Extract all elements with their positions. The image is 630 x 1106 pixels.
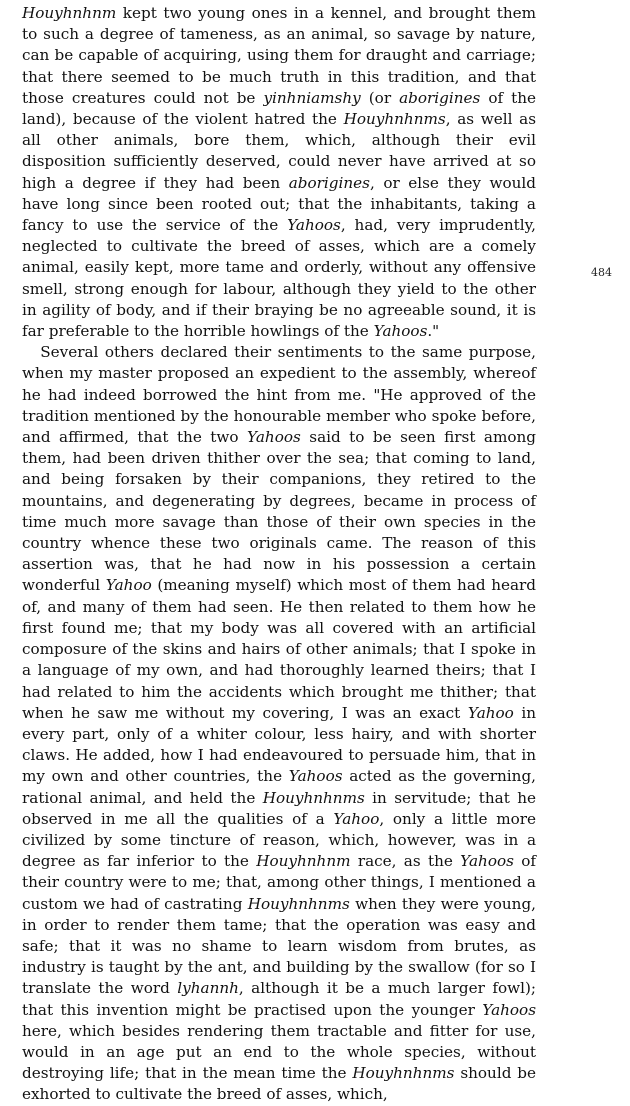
italic-term: Houyhnhnm	[256, 852, 351, 871]
italic-term: Houyhnhnm	[22, 4, 117, 22]
italic-term: lyhannh	[177, 979, 239, 998]
text-run: , as well as all other animals, bore them, which, although their evil disposition sufficiently deserved, could never have arrived at so high a degree if they had been	[22, 110, 536, 192]
text-run: of the land), because of the violent hatred the	[22, 88, 536, 129]
italic-term: Yahoos	[287, 216, 341, 235]
italic-term: Yahoos	[288, 767, 343, 786]
italic-term: aborigines	[288, 173, 370, 192]
text-run: said to be seen first among them, had been driven thither over the sea; that coming to land, and being forsaken by their companions, they retired to the mountains, and degenerating by degrees, became in process of time much more savage than those of their own species in the country whence these two originals came. The reason of this assertion was, that he had now in his possession a certain wonderful	[22, 428, 537, 595]
text-run: here, which besides rendering them tractable and fitter for use, would in an age put an end to the whole species, without destroying life; that in the mean time the	[22, 1021, 536, 1083]
italic-term: Yahoo	[105, 576, 152, 595]
page-number: 484	[591, 266, 612, 279]
text-run: race, as the	[350, 852, 461, 871]
italic-term: Yahoos	[482, 1000, 536, 1019]
text-run: , had, very imprudently, neglected to cultivate the breed of asses, which are a comely animal, easily kept, more tame and orderly, without any offensive smell, strong enough for labour, although they yield to the other in agility of body, and if their braying be no agreeable sound, it is far preferable to the horrible howlings of the	[22, 216, 536, 341]
italic-term: Yahoos	[460, 852, 514, 871]
italic-term: aborigines	[399, 88, 481, 107]
page-body	[22, 3, 536, 1106]
italic-term: Yahoos	[373, 322, 428, 341]
text-run: (meaning myself) which most of them had heard of, and many of them had seen. He then related to them how he first found me; that my body was all covered with an artificial composure of the skins and hairs of other animals; that I spoke in a language of my own, and had thoroughly learned theirs; that I had related to him the accidents which brought me thither; that when he saw me without my covering, I was an exact	[22, 576, 537, 722]
text-run: kept two young ones in a kennel, and brought them to such a degree of tameness, as an animal, so savage by nature, can be capable of acquiring, using them for draught and carriage; that there seemed to be much truth in this tradition, and that those creatures could not be	[22, 4, 536, 107]
text-run: acted as the governing, rational animal, and held the	[22, 767, 536, 807]
italic-term: yinhniamshy	[263, 88, 361, 107]
text-run: when they were young, in order to render them tame; that the operation was easy and safe; that it was no shame to learn wisdom from brutes, as industry is taught by the ant, and building by the swallow (for so I translate the word	[22, 894, 536, 998]
text-run: in every part, only of a whiter colour, less hairy, and with shorter claws. He added, how I had endeavoured to persuade him, that in my own and other countries, the	[22, 703, 537, 786]
italic-term: Houyhnhnms	[262, 788, 365, 807]
text-run: , although it be a much larger fowl); that this invention might be practised upon the younger	[22, 979, 536, 1019]
italic-term: Houyhnhnms	[247, 894, 350, 913]
text-run: of their country were to me; that, among other things, I mentioned a custom we had of castrating	[22, 852, 537, 913]
italic-term: Yahoo	[467, 703, 514, 722]
italic-term: Yahoos	[247, 428, 301, 447]
text-run: Several others declared their sentiments to the same purpose, when my master proposed an expedient to the assembly, whereof he had indeed borrowed the hint from me. "He approved of the tradition mentioned by the honourable member who spoke before, and affirmed, that the two	[22, 343, 536, 447]
text-run: , only a little more civilized by some tincture of reason, which, however, was in a degree as far inferior to the	[22, 809, 536, 871]
text-run: should be exhorted to cultivate the breed of asses, which,	[22, 1064, 537, 1104]
italic-term: Yahoo	[333, 809, 380, 828]
paragraph-2	[22, 342, 536, 1105]
paragraph-1	[22, 3, 536, 342]
text-run: , or else they would have long since been rooted out; that the inhabitants, taking a fancy to use the service of the	[22, 173, 536, 235]
text-run: in servitude; that he observed in me all the qualities of a	[22, 788, 536, 828]
text-run: ."	[427, 322, 440, 341]
italic-term: Houyhnhnms	[352, 1064, 455, 1083]
italic-term: Houyhnhnms	[343, 110, 446, 129]
text-run: (or	[360, 88, 400, 107]
